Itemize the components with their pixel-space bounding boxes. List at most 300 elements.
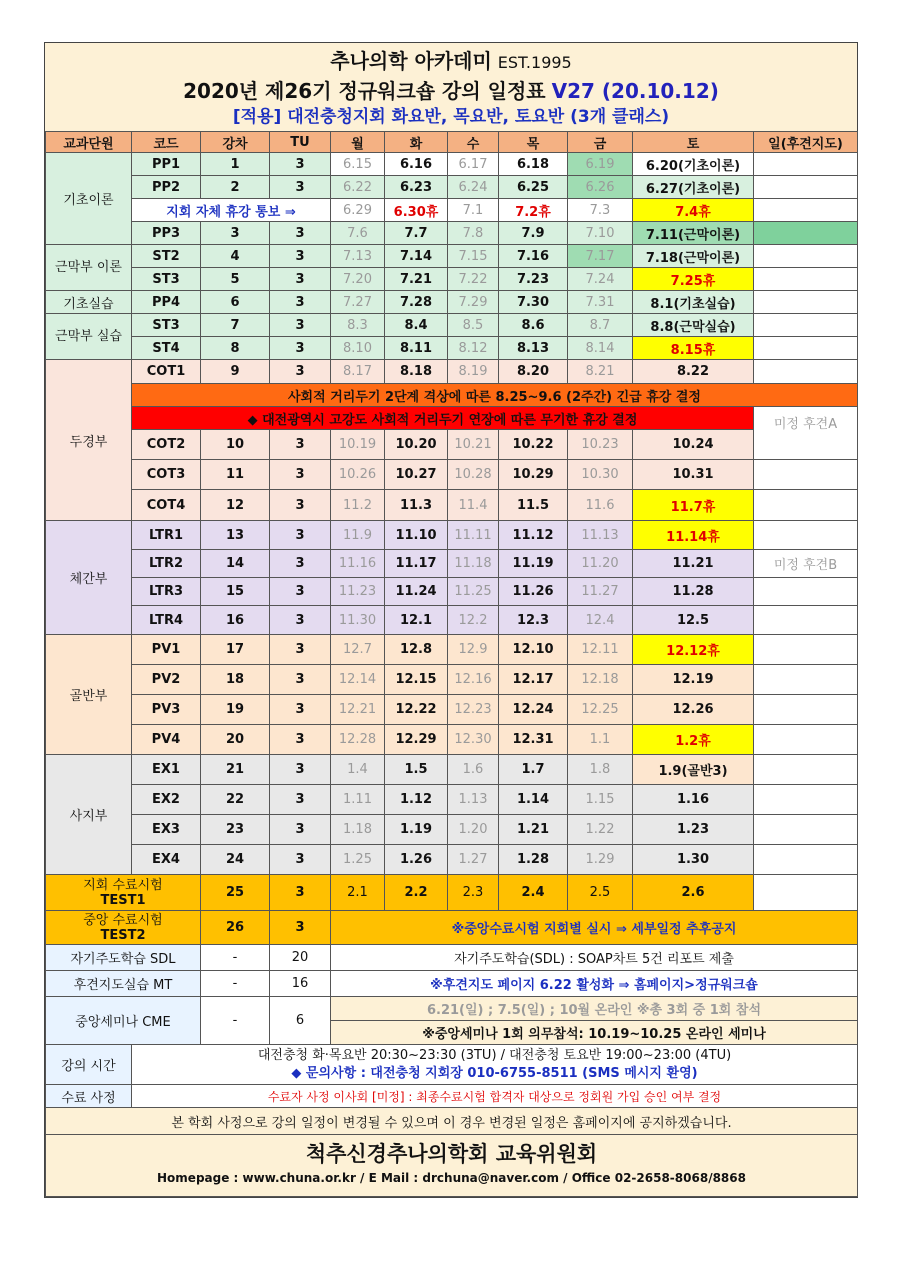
thu-cell: 1.28 [499, 845, 568, 875]
wed-cell: 11.18 [448, 550, 499, 578]
wed-cell: 1.27 [448, 845, 499, 875]
unit-basic-theory: 기초이론 [46, 153, 132, 245]
table-row [46, 875, 858, 911]
tue-cell: 7.28 [385, 291, 448, 314]
sat-cell: 10.24 [633, 430, 754, 460]
lecture-no: - [201, 971, 270, 997]
table-row [46, 430, 858, 460]
thu-cell: 6.18 [499, 153, 568, 176]
fri-cell: 1.29 [568, 845, 633, 875]
wed-cell: 7.8 [448, 222, 499, 245]
mon-cell: 2.1 [331, 875, 385, 911]
mon-cell: 1.18 [331, 815, 385, 845]
lecture-no: 2 [201, 176, 270, 199]
sun-cell [754, 578, 858, 606]
code-cell: PP2 [132, 176, 201, 199]
thu-cell: 12.31 [499, 725, 568, 755]
mon-cell: 12.14 [331, 665, 385, 695]
lecture-no: 12 [201, 490, 270, 521]
lecture-no: 5 [201, 268, 270, 291]
cme-note-1: 6.21(일) ; 7.5(일) ; 10월 온라인 ※총 3회 중 1회 참석 [331, 997, 858, 1021]
tu-cell: 3 [270, 222, 331, 245]
mon-cell: 11.16 [331, 550, 385, 578]
wed-cell: 1.20 [448, 815, 499, 845]
tue-cell: 8.11 [385, 337, 448, 360]
tue-cell: 10.27 [385, 460, 448, 490]
tu-cell: 3 [270, 360, 331, 384]
wed-cell: 1.6 [448, 755, 499, 785]
sat-cell: 2.6 [633, 875, 754, 911]
thu-cell: 1.21 [499, 815, 568, 845]
mon-cell: 10.26 [331, 460, 385, 490]
tue-cell: 6.30휴 [385, 199, 448, 222]
tu-cell: 3 [270, 337, 331, 360]
test2-title: 중앙 수료시험 [83, 912, 163, 928]
fri-cell: 6.26 [568, 176, 633, 199]
lecture-no: 9 [201, 360, 270, 384]
tu-cell: 3 [270, 725, 331, 755]
emergency-break-notice: 사회적 거리두기 2단계 격상에 따른 8.25~9.6 (2주간) 긴급 휴강 결정 [132, 384, 858, 407]
sat-cell: 10.31 [633, 460, 754, 490]
tue-cell: 12.1 [385, 606, 448, 635]
thu-cell: 7.23 [499, 268, 568, 291]
sat-cell: 8.8(근막실습) [633, 314, 754, 337]
tu-cell: 3 [270, 430, 331, 460]
thu-cell: 12.17 [499, 665, 568, 695]
table-row [46, 911, 858, 945]
table-row [46, 1045, 858, 1085]
sat-cell: 6.27(기초이론) [633, 176, 754, 199]
mon-cell: 7.27 [331, 291, 385, 314]
sat-cell: 11.14휴 [633, 521, 754, 550]
lecture-no: 4 [201, 245, 270, 268]
fri-cell: 7.17 [568, 245, 633, 268]
tue-cell: 12.29 [385, 725, 448, 755]
mon-cell: 11.30 [331, 606, 385, 635]
contact-line: ◆ 문의사항 : 대전충청 지회장 010-6755-8511 (SMS 메시지 환영) [291, 1065, 698, 1081]
sat-cell: 11.7휴 [633, 490, 754, 521]
tue-cell: 6.16 [385, 153, 448, 176]
table-row [46, 199, 858, 222]
test1-label [46, 875, 201, 911]
code-cell: LTR3 [132, 578, 201, 606]
unit-basic-practice: 기초실습 [46, 291, 132, 314]
tu-cell: 3 [270, 314, 331, 337]
sun-cell [754, 153, 858, 176]
unit-muscle-theory: 근막부 이론 [46, 245, 132, 291]
tu-cell: 3 [270, 785, 331, 815]
academy-name: 추나의학 아카데미 [330, 49, 492, 73]
table-row [46, 845, 858, 875]
fri-cell: 1.22 [568, 815, 633, 845]
wed-cell: 12.16 [448, 665, 499, 695]
fri-cell: 8.21 [568, 360, 633, 384]
code-cell: COT3 [132, 460, 201, 490]
unit-pelvis: 골반부 [46, 635, 132, 755]
lecture-no: 21 [201, 755, 270, 785]
sun-cell [754, 665, 858, 695]
sdl-label: 자기주도학습 SDL [46, 945, 201, 971]
mon-cell: 8.17 [331, 360, 385, 384]
table-row [46, 1085, 858, 1108]
sun-cell [754, 785, 858, 815]
version-label: V27 (20.10.12) [551, 79, 719, 103]
code-cell: PP1 [132, 153, 201, 176]
sun-cell [754, 291, 858, 314]
footer [46, 1135, 858, 1197]
unit-muscle-practice: 근막부 실습 [46, 314, 132, 360]
fri-cell: 10.30 [568, 460, 633, 490]
col-thu: 목 [499, 132, 568, 153]
thu-cell: 12.10 [499, 635, 568, 665]
table-row [46, 337, 858, 360]
tue-cell: 1.19 [385, 815, 448, 845]
tue-cell: 6.23 [385, 176, 448, 199]
tu-cell: 6 [270, 997, 331, 1045]
cme-label: 중앙세미나 CME [46, 997, 201, 1045]
tu-cell: 3 [270, 875, 331, 911]
fri-cell: 1.1 [568, 725, 633, 755]
mon-cell: 6.15 [331, 153, 385, 176]
tue-cell: 8.18 [385, 360, 448, 384]
table-row [46, 222, 858, 245]
lecture-no: 20 [201, 725, 270, 755]
fri-cell: 2.5 [568, 875, 633, 911]
lecture-no: 1 [201, 153, 270, 176]
table-row [46, 550, 858, 578]
fri-cell: 11.27 [568, 578, 633, 606]
tue-cell: 7.14 [385, 245, 448, 268]
sat-cell: 7.25휴 [633, 268, 754, 291]
col-mon: 월 [331, 132, 385, 153]
sat-cell: 1.30 [633, 845, 754, 875]
tue-cell: 12.8 [385, 635, 448, 665]
lecture-no: 24 [201, 845, 270, 875]
thu-cell: 7.2휴 [499, 199, 568, 222]
lecture-no: 25 [201, 875, 270, 911]
sun-cell [754, 337, 858, 360]
mon-cell: 1.25 [331, 845, 385, 875]
code-cell: COT2 [132, 430, 201, 460]
tue-cell: 2.2 [385, 875, 448, 911]
org-name: 척추신경추나의학회 교육위원회 [305, 1141, 598, 1166]
sun-cell [754, 755, 858, 785]
thu-cell: 1.14 [499, 785, 568, 815]
lecture-no: 23 [201, 815, 270, 845]
table-row [46, 695, 858, 725]
tue-cell: 10.20 [385, 430, 448, 460]
lecture-no: 10 [201, 430, 270, 460]
col-wed: 수 [448, 132, 499, 153]
tu-cell: 3 [270, 606, 331, 635]
col-sat: 토 [633, 132, 754, 153]
code-cell: LTR1 [132, 521, 201, 550]
fri-cell: 1.8 [568, 755, 633, 785]
sat-cell: 12.19 [633, 665, 754, 695]
code-cell: ST3 [132, 268, 201, 291]
table-row [46, 665, 858, 695]
col-sun: 일(후견지도) [754, 132, 858, 153]
thu-cell: 6.25 [499, 176, 568, 199]
mon-cell: 11.9 [331, 521, 385, 550]
lecture-no: 6 [201, 291, 270, 314]
tue-cell: 8.4 [385, 314, 448, 337]
thu-cell: 12.24 [499, 695, 568, 725]
code-cell: EX2 [132, 785, 201, 815]
wed-cell: 7.29 [448, 291, 499, 314]
code-cell: COT1 [132, 360, 201, 384]
col-code: 코드 [132, 132, 201, 153]
thu-cell: 1.7 [499, 755, 568, 785]
schedule-table [45, 131, 858, 1197]
table-row [46, 635, 858, 665]
sun-cell [754, 245, 858, 268]
mon-cell: 7.13 [331, 245, 385, 268]
table-row [46, 314, 858, 337]
table-row [46, 490, 858, 521]
sun-cell [754, 222, 858, 245]
test2-code: TEST2 [100, 927, 146, 943]
tu-cell: 3 [270, 755, 331, 785]
code-cell: ST2 [132, 245, 201, 268]
code-cell: PV4 [132, 725, 201, 755]
lecture-no: 13 [201, 521, 270, 550]
col-tu: TU [270, 132, 331, 153]
lecture-no: 7 [201, 314, 270, 337]
est-year: EST.1995 [497, 53, 572, 72]
sdl-note: 자기주도학습(SDL) : SOAP차트 5건 리포트 제출 [331, 945, 858, 971]
code-cell: LTR2 [132, 550, 201, 578]
sun-cell [754, 695, 858, 725]
fri-cell: 7.24 [568, 268, 633, 291]
lecture-no: 22 [201, 785, 270, 815]
sat-cell: 6.20(기초이론) [633, 153, 754, 176]
indefinite-break-notice: ◆ 대전광역시 고강도 사회적 거리두기 연장에 따른 무기한 휴강 결정 [132, 407, 754, 430]
thu-cell: 8.13 [499, 337, 568, 360]
thu-cell: 10.22 [499, 430, 568, 460]
sat-cell: 8.1(기초실습) [633, 291, 754, 314]
sat-cell: 1.16 [633, 785, 754, 815]
tu-cell: 3 [270, 845, 331, 875]
table-row [46, 945, 858, 971]
table-row [46, 407, 858, 430]
mt-note: ※후견지도 페이지 6.22 활성화 ⇒ 홈페이지>정규워크숍 [331, 971, 858, 997]
code-cell: ST4 [132, 337, 201, 360]
tu-cell: 3 [270, 245, 331, 268]
thu-cell: 11.19 [499, 550, 568, 578]
mon-cell: 6.29 [331, 199, 385, 222]
fri-cell: 8.14 [568, 337, 633, 360]
mon-cell: 7.6 [331, 222, 385, 245]
code-cell: ST3 [132, 314, 201, 337]
title-line-1 [45, 43, 857, 77]
mon-cell: 10.19 [331, 430, 385, 460]
disclaimer: 본 학회 사정으로 강의 일정이 변경될 수 있으며 이 경우 변경된 일정은 홈페이지에 공지하겠습니다. [46, 1108, 858, 1135]
lecture-no: - [201, 997, 270, 1045]
table-row [46, 268, 858, 291]
fri-cell: 12.11 [568, 635, 633, 665]
finish-label: 수료 사정 [46, 1085, 132, 1108]
wed-cell: 7.22 [448, 268, 499, 291]
header-row [46, 132, 858, 153]
thu-cell: 2.4 [499, 875, 568, 911]
lecture-no: 26 [201, 911, 270, 945]
tue-cell: 11.24 [385, 578, 448, 606]
wed-cell: 12.23 [448, 695, 499, 725]
tu-cell: 3 [270, 815, 331, 845]
lecture-no: 17 [201, 635, 270, 665]
wed-cell: 6.17 [448, 153, 499, 176]
tue-cell: 1.12 [385, 785, 448, 815]
test1-code: TEST1 [100, 892, 146, 908]
wed-cell: 6.24 [448, 176, 499, 199]
wed-cell: 12.9 [448, 635, 499, 665]
table-row [46, 360, 858, 384]
tu-cell: 3 [270, 153, 331, 176]
mon-cell: 12.28 [331, 725, 385, 755]
tue-cell: 12.22 [385, 695, 448, 725]
thu-cell: 7.9 [499, 222, 568, 245]
thu-cell: 12.3 [499, 606, 568, 635]
wed-cell: 10.28 [448, 460, 499, 490]
tu-cell: 3 [270, 911, 331, 945]
sat-cell: 8.22 [633, 360, 754, 384]
fri-cell: 10.23 [568, 430, 633, 460]
table-row [46, 1108, 858, 1135]
sun-cell [754, 490, 858, 521]
lecture-no: 8 [201, 337, 270, 360]
table-row [46, 384, 858, 407]
schedule-title: 2020년 제26기 정규워크숍 강의 일정표 [183, 79, 546, 103]
wed-cell: 1.13 [448, 785, 499, 815]
sun-cell [754, 360, 858, 384]
mon-cell: 6.22 [331, 176, 385, 199]
tu-cell: 3 [270, 578, 331, 606]
mon-cell: 8.10 [331, 337, 385, 360]
tue-cell: 1.5 [385, 755, 448, 785]
sun-cell [754, 635, 858, 665]
fri-cell: 8.7 [568, 314, 633, 337]
tu-cell: 3 [270, 695, 331, 725]
sun-cell [754, 314, 858, 337]
wed-cell: 12.30 [448, 725, 499, 755]
sat-cell: 7.4휴 [633, 199, 754, 222]
sat-cell: 7.18(근막이론) [633, 245, 754, 268]
sat-cell: 11.21 [633, 550, 754, 578]
wed-cell: 8.12 [448, 337, 499, 360]
table-row [46, 971, 858, 997]
tu-cell: 3 [270, 490, 331, 521]
mon-cell: 1.11 [331, 785, 385, 815]
table-row [46, 997, 858, 1021]
fri-cell: 7.31 [568, 291, 633, 314]
mon-cell: 1.4 [331, 755, 385, 785]
test2-label [46, 911, 201, 945]
finish-note: 수료자 사정 이사회 [미정] : 최종수료시험 합격자 대상으로 정회원 가입 승인 여부 결정 [132, 1085, 858, 1108]
mon-cell: 11.2 [331, 490, 385, 521]
sat-cell: 12.26 [633, 695, 754, 725]
mt-label: 후견지도실습 MT [46, 971, 201, 997]
code-cell: PV2 [132, 665, 201, 695]
col-unit: 교과단원 [46, 132, 132, 153]
fri-cell: 6.19 [568, 153, 633, 176]
mon-cell: 12.7 [331, 635, 385, 665]
wed-cell: 7.1 [448, 199, 499, 222]
thu-cell: 8.20 [499, 360, 568, 384]
thu-cell: 11.26 [499, 578, 568, 606]
tue-cell: 11.3 [385, 490, 448, 521]
sat-cell: 12.5 [633, 606, 754, 635]
table-row [46, 606, 858, 635]
code-cell: PV1 [132, 635, 201, 665]
thu-cell: 8.6 [499, 314, 568, 337]
code-cell: LTR4 [132, 606, 201, 635]
lecture-no: 15 [201, 578, 270, 606]
code-cell: PP3 [132, 222, 201, 245]
table-row [46, 521, 858, 550]
lecture-no: 19 [201, 695, 270, 725]
code-cell: COT4 [132, 490, 201, 521]
unit-limbs: 사지부 [46, 755, 132, 875]
col-tue: 화 [385, 132, 448, 153]
tu-cell: 16 [270, 971, 331, 997]
sat-cell: 12.12휴 [633, 635, 754, 665]
sun-cell [754, 875, 858, 911]
lecture-no: 11 [201, 460, 270, 490]
mon-cell: 7.20 [331, 268, 385, 291]
code-cell: EX1 [132, 755, 201, 785]
code-cell: PP4 [132, 291, 201, 314]
thu-cell: 11.12 [499, 521, 568, 550]
fri-cell: 11.6 [568, 490, 633, 521]
thu-cell: 11.5 [499, 490, 568, 521]
wed-cell: 8.19 [448, 360, 499, 384]
fri-cell: 1.15 [568, 785, 633, 815]
tue-cell: 1.26 [385, 845, 448, 875]
guardian-b-note: 미정 후견B [754, 550, 858, 578]
mon-cell: 11.23 [331, 578, 385, 606]
sun-cell [754, 521, 858, 550]
test1-title: 지회 수료시험 [83, 877, 163, 893]
wed-cell: 12.2 [448, 606, 499, 635]
col-lecture: 강차 [201, 132, 270, 153]
sun-cell [754, 268, 858, 291]
code-cell: PV3 [132, 695, 201, 725]
sat-cell: 11.28 [633, 578, 754, 606]
lecture-no: - [201, 945, 270, 971]
wed-cell: 7.15 [448, 245, 499, 268]
table-row [46, 785, 858, 815]
mon-cell: 8.3 [331, 314, 385, 337]
test2-note: ※중앙수료시험 지회별 실시 ⇒ 세부일정 추후공지 [331, 911, 858, 945]
table-row [46, 245, 858, 268]
lecture-no: 3 [201, 222, 270, 245]
wed-cell: 2.3 [448, 875, 499, 911]
unit-head-neck: 두경부 [46, 360, 132, 521]
schedule-sheet [44, 42, 858, 1198]
fri-cell: 12.4 [568, 606, 633, 635]
time-line-1: 대전충청 화·목요반 20:30~23:30 (3TU) / 대전충청 토요반 19:00~23:00 (4TU) [257, 1047, 732, 1063]
code-cell: EX4 [132, 845, 201, 875]
tu-cell: 20 [270, 945, 331, 971]
table-row [46, 725, 858, 755]
sun-cell [754, 725, 858, 755]
sat-cell: 8.15휴 [633, 337, 754, 360]
tu-cell: 3 [270, 550, 331, 578]
tu-cell: 3 [270, 291, 331, 314]
wed-cell: 11.11 [448, 521, 499, 550]
title-line-2 [45, 77, 857, 105]
